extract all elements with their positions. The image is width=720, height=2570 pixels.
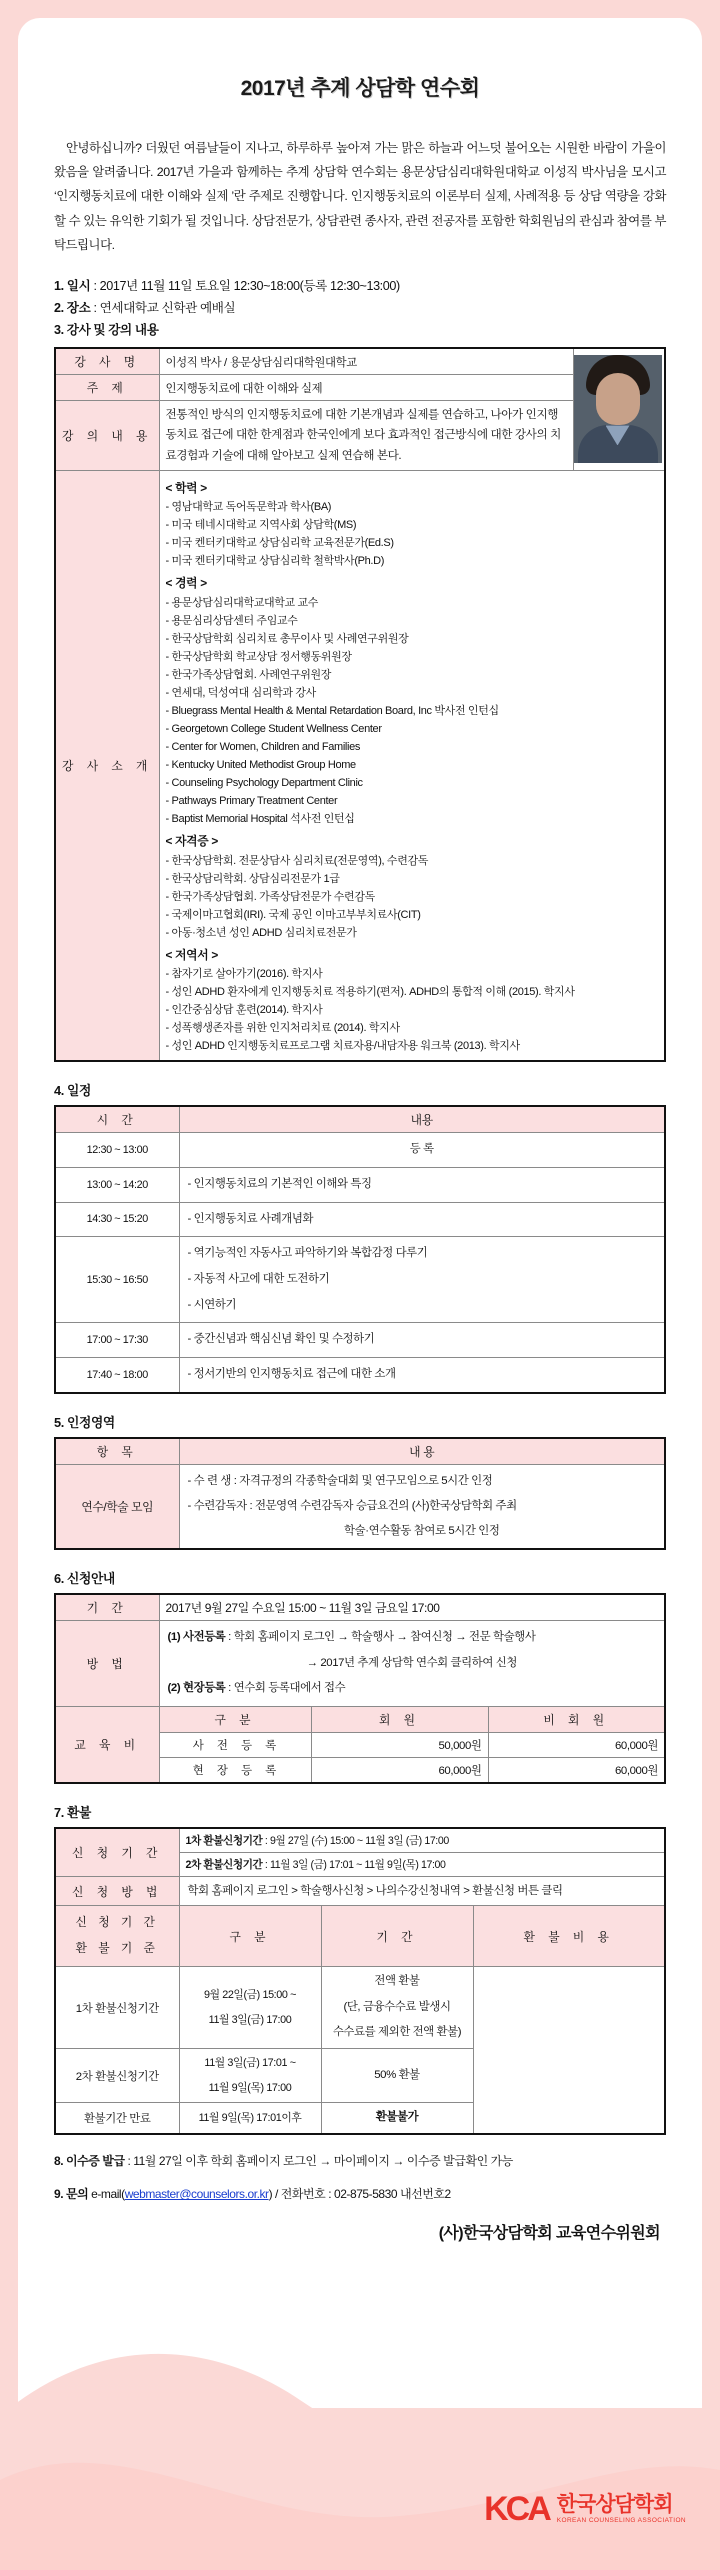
footer-wave-decoration — [0, 2330, 720, 2570]
refund-fee-line: 환불불가 — [375, 2111, 419, 2124]
table-row — [55, 1323, 665, 1358]
table-row — [55, 348, 665, 375]
schedule-header-content: 내용 — [179, 1106, 665, 1133]
instructor-content-label: 강 의 내 용 — [55, 401, 159, 471]
refund-method-value: 학회 홈페이지 로그인 > 학술행사신청 > 나의수강신청내역 > 환불신청 버튼 클릭 — [179, 1876, 665, 1905]
table-row — [55, 470, 665, 1061]
fee-row-nonmember: 60,000원 — [488, 1757, 665, 1783]
refund-row-fee — [321, 2049, 473, 2103]
info-datetime — [54, 275, 666, 297]
schedule-content — [179, 1357, 665, 1392]
refund-period-line: 11월 9일(목) 17:01이후 — [198, 2111, 302, 2124]
instructor-profile-cell — [159, 470, 665, 1061]
instructor-profile-entry: - 미국 켄터키대학교 상담심리학 교육전문가(Ed.S) — [165, 537, 394, 550]
schedule-content-line: 등 록 — [409, 1143, 434, 1156]
kca-mark-icon: KCA — [484, 2490, 549, 2528]
schedule-content — [179, 1323, 665, 1358]
instructor-name-value: 이성직 박사 / 용문상담심리대학원대학교 — [159, 348, 573, 375]
kca-logo-korean: 한국상담학회 — [556, 2493, 673, 2516]
fee-row-nonmember: 60,000원 — [488, 1732, 665, 1757]
refund-header-kind: 구 분 — [179, 1906, 321, 1967]
table-row — [55, 1967, 665, 2049]
schedule-heading: 4. 일정 — [54, 1083, 91, 1099]
application-table — [54, 1593, 666, 1784]
info-place — [54, 297, 666, 319]
refund-row-kind: 2차 환불신청기간 — [55, 2049, 179, 2103]
refund-criteria-label — [55, 1906, 179, 1967]
instructor-profile-heading: < 경력 > — [165, 576, 207, 591]
fee-row-kind: 사 전 등 록 — [159, 1732, 311, 1757]
recognition-heading: 5. 인정영역 — [54, 1414, 115, 1430]
signature: (사)한국상담학회 교육연수위원회 — [438, 2224, 660, 2242]
instructor-profile-entry: - 연세대, 덕성여대 심리학과 강사 — [165, 686, 316, 699]
recognition-table — [54, 1437, 666, 1550]
refund-fee-line: 50% 환불 — [374, 2068, 420, 2081]
instructor-profile-entry: - 용문상담심리대학교대학교 교수 — [165, 596, 319, 609]
schedule-table — [54, 1105, 666, 1393]
intro-paragraph: 안녕하십니까? 더웠던 여름날들이 지나고, 하루하루 높아져 가는 맑은 하늘과 어느덧 불어오는 시원한 바람이 가을이 왔음을 알려줍니다. 2017년 가을과 함께하는 추계 상담학 연수회는 용문상담심리대학원대학교 이성직 박사님을 모시고 ‘인지행동치료에 대한 이해와 실제 ’란 주제로 진행합니다. 인지행동치료의 이론부터 실제, 사례적용 등 상담 역량을 강화할 수 있는 유익한 기회가 될 것입니다. 상담전문가, 상담관련 종사자, 관련 전공자를 포함한 학회원님의 관심과 참여를 부탁드립니다. — [54, 141, 666, 252]
refund-row-kind: 환불기간 만료 — [55, 2103, 179, 2134]
refund-criteria-body — [55, 1967, 665, 2134]
schedule-time: 17:00 ~ 17:30 — [55, 1323, 179, 1358]
table-row — [55, 2049, 665, 2103]
application-period-label: 기 간 — [55, 1594, 159, 1621]
application-method-line-2: → 2017년 추계 상담학 연수회 클릭하여 신청 — [306, 1656, 517, 1669]
tail-notes — [54, 2151, 666, 2243]
refund-period-row-1: 1차 환불신청기간 : 9월 27일 (수) 15:00 ~ 11월 3일 (금) 17:00 — [179, 1828, 665, 1853]
refund-row-kind: 1차 환불신청기간 — [55, 1967, 179, 2049]
table-header-row — [55, 1106, 665, 1133]
instructor-profile-entry: - Kentucky United Methodist Group Home — [165, 759, 356, 772]
table-row — [55, 1202, 665, 1237]
schedule-content-line: - 시연하기 — [187, 1298, 237, 1311]
instructor-profile-entry: - 국제이마고협회(IRI). 국제 공인 이마고부부치료사(CIT) — [165, 908, 421, 921]
table-row — [55, 1876, 665, 1905]
instructor-profile-entry: - 인간중심상담 훈련(2014). 학지사 — [165, 1004, 323, 1017]
refund-header-fee: 환 불 비 용 — [473, 1906, 665, 1967]
schedule-content — [179, 1167, 665, 1202]
fee-header-kind: 구 분 — [159, 1706, 311, 1732]
instructor-name-label: 강 사 명 — [55, 348, 159, 375]
schedule-content-line: - 인지행동치료 사례개념화 — [187, 1212, 314, 1225]
table-row — [55, 1464, 665, 1549]
schedule-content-line: - 중간신념과 핵심신념 확인 및 수정하기 — [187, 1333, 375, 1346]
schedule-content-line: - 정서기반의 인지행동치료 접근에 대한 소개 — [187, 1367, 396, 1380]
instructor-profile-entry: - 한국상담학회. 전문상담사 심리치료(전문영역), 수련감독 — [165, 854, 429, 867]
refund-period-line: 11월 3일(금) 17:01 ~ — [204, 2057, 296, 2070]
refund-period-line: 11월 3일(금) 17:00 — [208, 2013, 292, 2026]
schedule-time: 13:00 ~ 14:20 — [55, 1167, 179, 1202]
refund-row-period — [179, 2103, 321, 2134]
kca-logo — [484, 2492, 686, 2526]
recognition-header-content: 내 용 — [179, 1438, 665, 1465]
instructor-topic-value: 인지행동치료에 대한 이해와 실제 — [159, 375, 573, 401]
instructor-profile-entry: - Georgetown College Student Wellness Center — [165, 722, 382, 735]
instructor-profile-entry: - Pathways Primary Treatment Center — [165, 795, 338, 808]
table-row — [55, 1237, 665, 1323]
schedule-time: 17:40 ~ 18:00 — [55, 1357, 179, 1392]
refund-period-row-2: 2차 환불신청기간 : 11월 3일 (금) 17:01 ~ 11월 9일(목) 17:00 — [179, 1852, 665, 1876]
refund-criteria-label-line-1: 신 청 기 간 — [75, 1915, 159, 1930]
instructor-photo — [574, 355, 662, 463]
fee-row-member: 50,000원 — [311, 1732, 488, 1757]
fee-row-member: 60,000원 — [311, 1757, 488, 1783]
fee-header-member: 회 원 — [311, 1706, 488, 1732]
table-row — [55, 1828, 665, 1853]
refund-fee-line: 수수료를 제외한 전액 환불) — [332, 2026, 462, 2039]
refund-fee-line: 전액 환불 — [374, 1975, 420, 1988]
instructor-profile-entry: - 영남대학교 독어독문학과 학사(BA) — [165, 501, 332, 514]
contact-email-link[interactable]: webmaster@counselors.or.kr — [124, 2187, 269, 2202]
info-datetime-label: 1. 일시 — [54, 278, 91, 293]
schedule-time: 15:30 ~ 16:50 — [55, 1237, 179, 1323]
application-fee-label: 교 육 비 — [55, 1706, 159, 1783]
recognition-line: 학술·연수활동 참여로 5시간 인정 — [344, 1524, 500, 1537]
schedule-content-line: - 역기능적인 자동사고 파악하기와 복합감정 다루기 — [187, 1247, 428, 1260]
refund-header-period: 기 간 — [321, 1906, 473, 1967]
info-place-label: 2. 장소 — [54, 300, 91, 315]
contact-note: 9. 문의 e-mail(webmaster@counselors.or.kr) / 전화번호 : 02-875-5830 내선번호2 — [54, 2187, 451, 2202]
instructor-profile-entry: - 아동·청소년 성인 ADHD 심리치료전문가 — [165, 926, 357, 939]
instructor-profile-entry: - Center for Women, Children and Families — [165, 741, 361, 753]
schedule-time: 12:30 ~ 13:00 — [55, 1133, 179, 1168]
info-instructor-heading: 3. 강사 및 강의 내용 — [54, 323, 159, 337]
instructor-profile-entry: - 한국상담학회 학교상담 정서행동위원장 — [165, 650, 352, 663]
instructor-profile-entry: - 한국가족상담협회. 가족상담전문가 수련감독 — [165, 890, 375, 903]
refund-row-period — [179, 2049, 321, 2103]
instructor-profile-entry: - 한국상담학회 심리치료 총무이사 및 사례연구위원장 — [165, 632, 409, 645]
schedule-header-time: 시 간 — [55, 1106, 179, 1133]
recognition-line: - 수 련 생 : 자격규정의 각종학술대회 및 연구모임으로 5시간 인정 — [187, 1474, 493, 1487]
recognition-row-content — [179, 1464, 665, 1549]
application-method-value — [159, 1620, 665, 1706]
instructor-photo-cell — [573, 348, 665, 470]
schedule-body — [55, 1133, 665, 1393]
table-row — [55, 1357, 665, 1392]
fee-row-kind: 현 장 등 록 — [159, 1757, 311, 1783]
table-row — [55, 2103, 665, 2134]
refund-period-label: 신 청 기 간 — [55, 1828, 179, 1877]
table-row — [55, 1906, 665, 1967]
schedule-content-line: - 인지행동치료의 기본적인 이해와 특징 — [187, 1177, 372, 1190]
instructor-profile-heading: < 학력 > — [165, 480, 207, 495]
instructor-profile-entry: - 한국가족상담협회. 사례연구위원장 — [165, 668, 332, 681]
instructor-profile-entry: - 성인 ADHD 인지행동치료프로그램 치료자용/내담자용 워크북 (2013). 학지사 — [165, 1040, 520, 1053]
instructor-profile-entry: - 성폭행생존자를 위한 인지처리치료 (2014). 학지사 — [165, 1022, 400, 1035]
refund-row-fee — [321, 1967, 473, 2049]
instructor-profile-entry: - Baptist Memorial Hospital 석사전 인턴십 — [165, 813, 355, 826]
instructor-profile-heading: < 저역서 > — [165, 947, 218, 962]
refund-period-line: 11월 9일(목) 17:00 — [208, 2081, 292, 2094]
schedule-time: 14:30 ~ 15:20 — [55, 1202, 179, 1237]
refund-heading: 7. 환불 — [54, 1804, 91, 1820]
table-row — [55, 1133, 665, 1168]
table-row — [55, 1706, 665, 1732]
table-row — [55, 1594, 665, 1621]
instructor-profile-label: 강 사 소 개 — [55, 470, 159, 1061]
instructor-profile-heading: < 자격증 > — [165, 834, 218, 849]
recognition-row-label: 연수/학술 모임 — [55, 1464, 179, 1549]
recognition-line: - 수련감독자 : 전문영역 수련감독자 승급요건의 (사)한국상담학회 주최 — [187, 1499, 517, 1512]
table-row — [55, 1167, 665, 1202]
refund-row-period — [179, 1967, 321, 2049]
page-title: 2017년 추계 상담학 연수회 — [240, 77, 480, 100]
instructor-profile-entry: - 참자기로 살아가기(2016). 학지사 — [165, 968, 323, 981]
application-method-label: 방 법 — [55, 1620, 159, 1706]
application-method-line-3: (2) 현장등록 : 연수회 등록대에서 접수 — [167, 1682, 346, 1695]
refund-table — [54, 1827, 666, 2135]
info-place-value: : 연세대학교 신학관 예배실 — [90, 300, 236, 315]
refund-fee-line: (단, 금융수수료 발생시 — [343, 2000, 451, 2013]
kca-logo-english: KOREAN COUNSELING ASSOCIATION — [556, 2517, 686, 2524]
refund-method-label: 신 청 방 법 — [55, 1876, 179, 1905]
instructor-profile-entry: - Bluegrass Mental Health & Mental Retardation Board, Inc 박사전 인턴십 — [165, 704, 499, 717]
info-datetime-value: : 2017년 11월 11일 토요일 12:30~18:00(등록 12:30~13:00) — [90, 278, 400, 293]
certificate-note: 8. 이수증 발급 : 11월 27일 이후 학회 홈페이지 로그인 → 마이페이지 → 이수증 발급확인 가능 — [54, 2153, 513, 2168]
instructor-content-value: 전통적인 방식의 인지행동치료에 대한 기본개념과 실제를 연습하고, 나아가 인지행동치료 접근에 대한 한계점과 한국인에게 보다 효과적인 접근방식에 대한 강사의 치료경험과 기술에 대해 알아보고 실제 연습해 본다. — [159, 401, 573, 471]
schedule-content — [179, 1133, 665, 1168]
instructor-table — [54, 347, 666, 1062]
document-body — [18, 18, 702, 2243]
schedule-content — [179, 1237, 665, 1323]
table-row — [55, 1620, 665, 1706]
instructor-profile-entry: - 미국 테네시대학교 지역사회 상담학(MS) — [165, 519, 357, 532]
table-header-row — [55, 1438, 665, 1465]
instructor-profile-entry: - Counseling Psychology Department Clinic — [165, 777, 363, 790]
fee-header-nonmember: 비 회 원 — [488, 1706, 665, 1732]
basic-info-list — [54, 275, 666, 341]
instructor-topic-label: 주 제 — [55, 375, 159, 401]
refund-period-line: 9월 22일(금) 15:00 ~ — [203, 1989, 297, 2002]
instructor-profile-entry: - 미국 켄터키대학교 상담심리학 철학박사(Ph.D) — [165, 555, 385, 568]
schedule-content-line: - 자동적 사고에 대한 도전하기 — [187, 1272, 330, 1285]
instructor-profile-entry: - 용문심리상담센터 주임교수 — [165, 614, 298, 627]
instructor-profile-sections — [166, 479, 659, 1055]
instructor-profile-entry: - 한국상담리학회. 상담심리전문가 1급 — [165, 872, 340, 885]
refund-criteria-label-line-2: 환 불 기 준 — [75, 1941, 159, 1956]
application-period-value: 2017년 9월 27일 수요일 15:00 ~ 11월 3일 금요일 17:00 — [159, 1594, 665, 1621]
application-method-line-1: (1) 사전등록 : 학회 홈페이지 로그인 → 학술행사 → 참여신청 → 전문 학술행사 — [167, 1630, 536, 1643]
recognition-header-item: 항 목 — [55, 1438, 179, 1465]
schedule-content — [179, 1202, 665, 1237]
refund-row-fee — [321, 2103, 473, 2134]
application-heading: 6. 신청안내 — [54, 1570, 115, 1586]
instructor-profile-entry: - 성인 ADHD 환자에게 인지행동치료 적용하기(편저). ADHD의 통합적 이해 (2015). 학지사 — [165, 986, 575, 999]
